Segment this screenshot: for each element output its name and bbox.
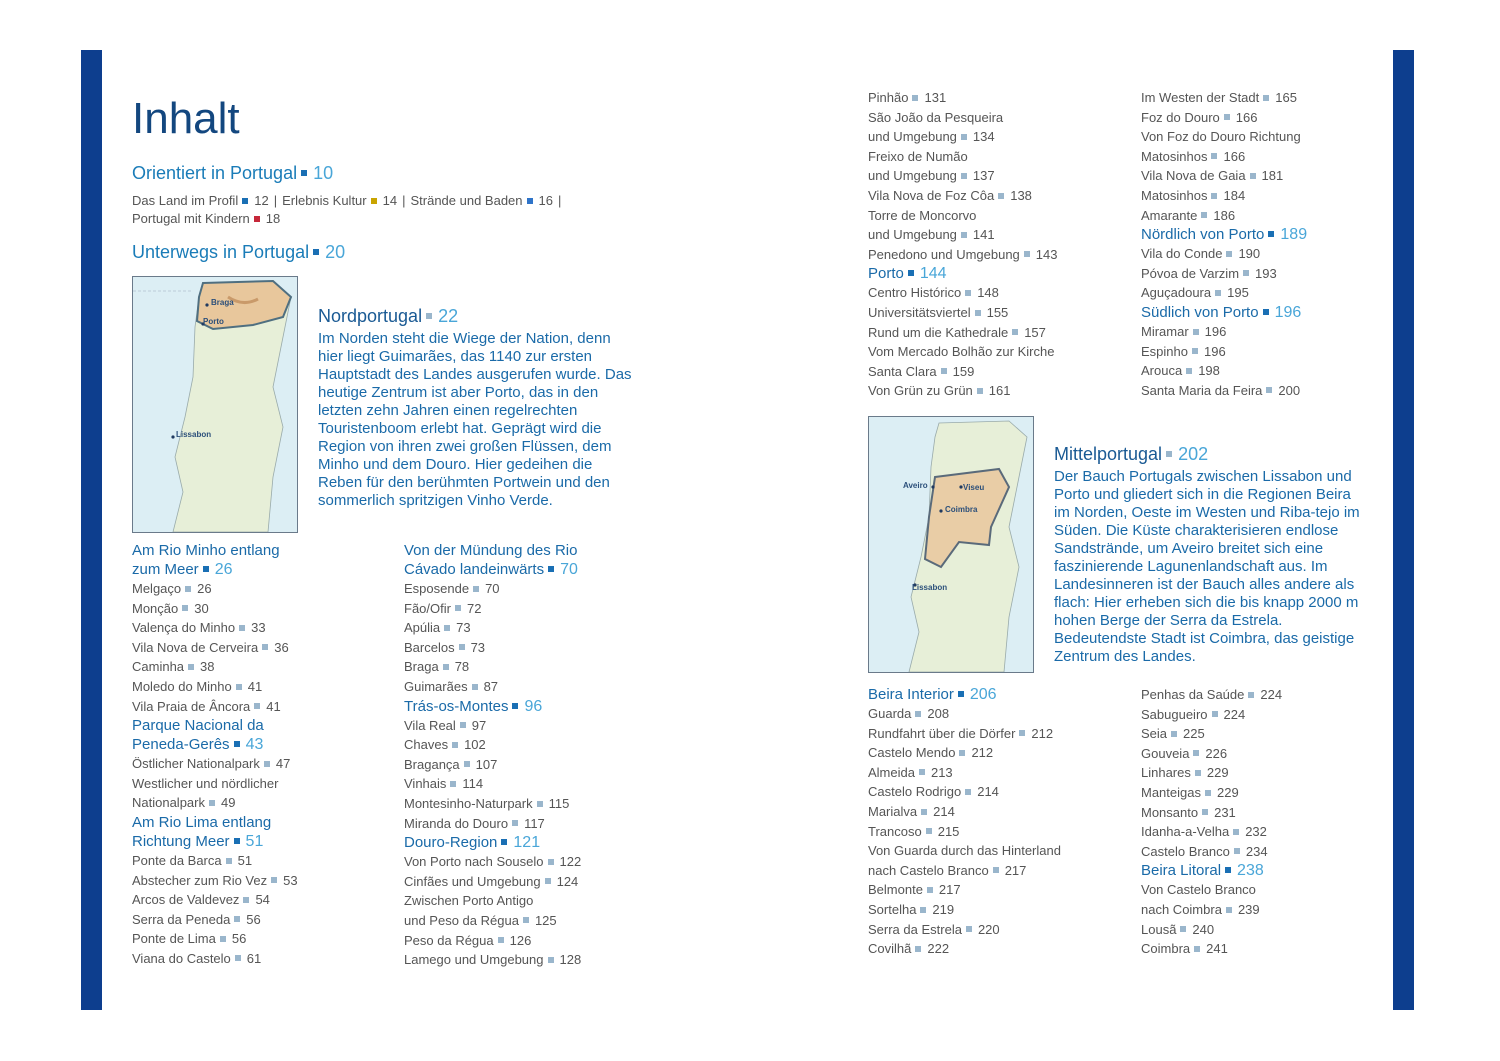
toc-heading: Douro-Region 121: [404, 834, 541, 852]
toc-page-number: 196: [1203, 343, 1226, 359]
toc-entry: Caminha 38: [132, 659, 215, 675]
toc-entry: und Umgebung 137: [868, 168, 995, 184]
toc-page-number: 217: [938, 882, 961, 898]
toc-entry: Valença do Minho 33: [132, 620, 266, 636]
toc-page-number: 217: [1004, 862, 1027, 878]
toc-entry: nach Coimbra 239: [1141, 901, 1260, 917]
toc-entry: Von Foz do Douro Richtung: [1141, 129, 1301, 145]
toc-page-number: 30: [194, 600, 209, 616]
toc-column-1: [132, 541, 298, 969]
toc-page-number: 56: [246, 911, 261, 927]
toc-entry: Montesinho-Naturpark 115: [404, 795, 570, 811]
toc-page-number: 240: [1192, 921, 1215, 937]
toc-page-number: 215: [937, 823, 960, 839]
toc-entry: Von Guarda durch das Hinterland: [868, 843, 1061, 859]
portugal-map-icon: [133, 277, 297, 532]
toc-entry: Peso da Régua 126: [404, 932, 532, 948]
toc-entry: Lousã 240: [1141, 921, 1215, 937]
toc-entry: Braga 78: [404, 659, 470, 675]
toc-entry: Trancoso 215: [868, 823, 960, 839]
toc-entry: Vom Mercado Bolhão zur Kirche: [868, 344, 1055, 360]
toc-entry: Apúlia 73: [404, 620, 471, 636]
toc-entry: und Umgebung 134: [868, 129, 995, 145]
profile-item: Portugal mit Kindern 18: [132, 211, 281, 226]
toc-page-number: 166: [1223, 148, 1246, 164]
toc-page-number: 165: [1275, 90, 1297, 105]
toc-page-number: 107: [475, 756, 498, 772]
toc-page-number: 96: [524, 697, 543, 715]
toc-page-number: 131: [924, 90, 947, 105]
profile-item: Strände und Baden 16: [410, 193, 553, 208]
toc-entry: Coimbra 241: [1141, 941, 1228, 957]
toc-page-number: 33: [251, 620, 266, 636]
toc-entry: Vila do Conde 190: [1141, 246, 1261, 262]
toc-entry: Serra da Estrela 220: [868, 921, 1000, 937]
toc-entry: Chaves 102: [404, 737, 486, 753]
toc-page-number: 78: [454, 659, 470, 675]
toc-entry: Melgaço 26: [132, 581, 212, 596]
toc-page-number: 238: [1237, 862, 1264, 880]
toc-page-number: 43: [245, 736, 264, 754]
toc-entry: Linhares 229: [1141, 765, 1229, 781]
toc-page-number: 181: [1261, 168, 1284, 184]
toc-entry: Westlicher und nördlicher: [132, 775, 279, 791]
toc-page-number: 143: [1035, 246, 1058, 262]
toc-entry: Nationalpark 49: [132, 795, 236, 811]
toc-entry: Vila Praia de Âncora 41: [132, 698, 281, 714]
toc-entry: Aguçadoura 195: [1141, 285, 1249, 301]
toc-heading: Trás-os-Montes 96: [404, 697, 543, 715]
toc-entry: Penhas da Saúde 224: [1141, 687, 1283, 702]
toc-page-number: 231: [1214, 804, 1236, 820]
toc-entry: Matosinhos 166: [1141, 148, 1246, 164]
region-description: Der Bauch Portugals zwischen Lissabon und Porto und gliedert sich in die Regionen Beira im Norden, Oeste im Westen und Riba-tejo im Süden. Die Küste charakterisieren endlose Sandstrände, um Aveiro breitet sich eine faszinierende Lagunenlandschaft aus. Im Landesinneren ist der Bauch alles andere als flach: Hier erheben sich die bis knapp 2000 m hohen Berge der Serra da Estrela. Bedeutendste Stadt ist Coimbra, das geistige Zentrum des Landes.: [1054, 468, 1360, 665]
toc-entry: Belmonte 217: [868, 882, 961, 898]
toc-page-number: 195: [1227, 285, 1249, 301]
toc-page-number: 193: [1255, 265, 1277, 281]
toc-page-number: 41: [247, 678, 263, 694]
toc-heading: Richtung Meer 51: [132, 832, 264, 850]
toc-heading: Parque Nacional da: [132, 717, 264, 735]
toc-column-2: [404, 541, 581, 970]
toc-page-number: 224: [1260, 687, 1283, 702]
toc-entry: Serra da Peneda 56: [132, 911, 261, 927]
toc-page-number: 161: [988, 383, 1011, 399]
toc-entry: Monsanto 231: [1141, 804, 1236, 820]
toc-page-number: 70: [560, 561, 578, 578]
toc-entry: Miranda do Douro 117: [404, 815, 545, 831]
map-nordportugal: [132, 276, 298, 533]
region-mittelportugal: [1054, 444, 1369, 666]
toc-heading: Nördlich von Porto 189: [1141, 226, 1308, 244]
toc-entry: und Umgebung 141: [868, 227, 995, 243]
toc-entry: Abstecher zum Rio Vez 53: [132, 872, 298, 888]
toc-entry: Amarante 186: [1141, 207, 1236, 223]
toc-entry: Almeida 213: [868, 764, 953, 780]
toc-page-number: 214: [977, 784, 999, 800]
toc-entry: Monção 30: [132, 600, 209, 616]
toc-entry: Ponte da Barca 51: [132, 852, 253, 868]
toc-entry: Vila Real 97: [404, 717, 487, 733]
toc-page-number: 97: [471, 717, 487, 733]
toc-page-number: 73: [456, 620, 471, 636]
toc-page-number: 51: [237, 852, 253, 868]
toc-page-number: 115: [548, 795, 570, 811]
toc-page-number: 125: [534, 912, 557, 928]
toc-page-number: 234: [1245, 843, 1268, 859]
toc-entry: nach Castelo Branco 217: [868, 862, 1027, 878]
toc-heading: Südlich von Porto 196: [1141, 303, 1302, 321]
toc-page-number: 144: [919, 265, 947, 283]
toc-entry: Sortelha 219: [868, 901, 955, 917]
toc-page-number: 138: [1010, 187, 1032, 203]
map-label-lissabon: Lissabon: [912, 583, 948, 592]
left-edge-bar: [81, 50, 102, 1010]
toc-entry: Ponte de Lima 56: [132, 931, 247, 947]
toc-page-number: 49: [221, 795, 236, 811]
region-description: Im Norden steht die Wiege der Nation, denn hier liegt Guimarães, das 1140 zur ersten Hauptstadt des Landes ausgerufen wurde. Das heutige Zentrum ist aber Porto, das in den letzten zehn Jahren einen regelrechten Touristenboom erlebt hat. Geprägt wird die Region von ihren zwei großen Flüssen, dem Minho und dem Douro. Hier gedeihen die Reben für den berühmten Portwein und den sommerlich spritzigen Vinho Verde.: [318, 330, 632, 509]
toc-entry: Von Grün zu Grün 161: [868, 383, 1011, 399]
toc-page-number: 122: [559, 854, 582, 870]
toc-page-number: 38: [200, 659, 215, 675]
toc-heading: Porto 144: [868, 265, 947, 283]
map-label-porto: Porto: [203, 317, 224, 326]
toc-entry: Im Westen der Stadt 165: [1141, 90, 1297, 105]
toc-page-number: 200: [1278, 382, 1301, 398]
toc-page-number: 239: [1237, 901, 1260, 917]
toc-heading: Peneda-Gerês 43: [132, 736, 264, 754]
toc-entry: Castelo Branco 234: [1141, 843, 1268, 859]
toc-page-number: 114: [462, 776, 484, 792]
toc-entry: Guarda 208: [868, 706, 950, 721]
toc-page-number: 212: [1031, 725, 1054, 741]
map-mittelportugal: [868, 416, 1034, 673]
toc-entry: Vila Nova de Foz Côa 138: [868, 187, 1032, 203]
toc-column-3: [868, 88, 1058, 401]
toc-entry: Covilhã 222: [868, 941, 950, 957]
toc-column-4: [1141, 88, 1307, 400]
toc-page-number: 166: [1235, 109, 1258, 125]
toc-entry: Vinhais 114: [404, 776, 484, 792]
toc-page-number: 214: [933, 803, 955, 819]
map-label-coimbra: Coimbra: [945, 505, 978, 514]
toc-entry: Universitätsviertel 155: [868, 304, 1009, 320]
map-label-viseu: Viseu: [963, 483, 985, 492]
toc-entry: Centro Histórico 148: [868, 285, 999, 301]
map-label-lissabon: Lissabon: [176, 430, 212, 439]
toc-page-number: 54: [255, 892, 270, 908]
toc-page-number: 241: [1206, 941, 1228, 957]
toc-entry: Vila Nova de Cerveira 36: [132, 639, 289, 655]
toc-page-number: 102: [464, 737, 486, 753]
toc-page-number: 190: [1238, 246, 1261, 262]
toc-page-number: 196: [1204, 323, 1227, 339]
toc-entry: Cinfães und Umgebung 124: [404, 873, 579, 889]
toc-entry: Castelo Rodrigo 214: [868, 784, 999, 800]
toc-entry: Viana do Castelo 61: [132, 950, 262, 966]
toc-entry: Zwischen Porto Antigo: [404, 893, 534, 909]
toc-heading: Beira Litoral 238: [1141, 862, 1264, 880]
toc-page-number: 26: [214, 561, 233, 578]
toc-page-number: 159: [952, 363, 975, 379]
portugal-map-icon: [869, 417, 1033, 672]
toc-page-number: 196: [1274, 303, 1302, 321]
toc-page-number: 51: [245, 832, 264, 850]
toc-entry: Matosinhos 184: [1141, 187, 1246, 203]
toc-entry: Foz do Douro 166: [1141, 109, 1258, 125]
toc-page-number: 124: [556, 873, 579, 889]
toc-heading: Cávado landeinwärts 70: [404, 561, 578, 578]
toc-page-number: 229: [1206, 765, 1229, 781]
toc-entry: Gouveia 226: [1141, 745, 1228, 761]
toc-entry: Bragança 107: [404, 756, 498, 772]
map-label-aveiro: Aveiro: [903, 481, 928, 490]
section-orientiert-page: 10: [313, 163, 334, 183]
toc-page-number: 232: [1245, 824, 1267, 840]
toc-entry: Idanha-a-Velha 232: [1141, 824, 1267, 840]
toc-entry: Guimarães 87: [404, 678, 499, 694]
toc-entry: Sabugueiro 224: [1141, 706, 1246, 722]
toc-entry: Espinho 196: [1141, 343, 1226, 359]
toc-entry: Fão/Ofir 72: [404, 600, 482, 616]
profile-item: Erlebnis Kultur 14: [282, 193, 398, 208]
toc-page-number: 70: [485, 581, 500, 596]
toc-entry: Lamego und Umgebung 128: [404, 952, 582, 968]
profile-item: Das Land im Profil 12: [132, 193, 269, 208]
toc-page-number: 137: [972, 168, 995, 184]
toc-column-5: [868, 685, 1061, 959]
toc-page-number: 229: [1216, 784, 1239, 800]
toc-page-number: 206: [969, 686, 997, 703]
toc-entry: Santa Clara 159: [868, 363, 975, 379]
toc-entry: Santa Maria da Feira 200: [1141, 382, 1301, 398]
section-orientiert: [132, 163, 333, 184]
toc-entry: Östlicher Nationalpark 47: [132, 756, 291, 772]
toc-page-number: 189: [1280, 226, 1308, 244]
toc-entry: Von Porto nach Souselo 122: [404, 854, 582, 870]
toc-heading: Am Rio Minho entlang: [132, 542, 280, 559]
toc-page-number: 186: [1213, 207, 1236, 223]
toc-page-number: 208: [927, 706, 950, 721]
toc-page-number: 226: [1205, 745, 1228, 761]
toc-page-number: 222: [927, 941, 950, 957]
toc-page-number: 61: [246, 950, 262, 966]
toc-heading: zum Meer 26: [132, 561, 233, 578]
toc-entry: Pinhão 131: [868, 90, 947, 105]
toc-page-number: 121: [513, 834, 541, 852]
toc-entry: Barcelos 73: [404, 639, 486, 655]
section-unterwegs-label: Unterwegs in Portugal: [132, 242, 310, 262]
toc-page-number: 87: [483, 678, 499, 694]
toc-page-number: 225: [1183, 726, 1205, 742]
toc-heading: Von der Mündung des Rio: [404, 542, 578, 559]
toc-entry: Marialva 214: [868, 803, 955, 819]
toc-page-number: 155: [986, 304, 1009, 320]
toc-entry: Vila Nova de Gaia 181: [1141, 168, 1284, 184]
toc-entry: Arouca 198: [1141, 363, 1220, 379]
toc-entry: Manteigas 229: [1141, 784, 1239, 800]
toc-page-number: 53: [283, 872, 298, 888]
toc-page-number: 219: [932, 901, 955, 917]
toc-entry: Freixo de Numão: [868, 148, 968, 164]
toc-page-number: 41: [266, 698, 281, 714]
profile-list: Das Land im Profil 12 | Erlebnis Kultur 14 | Strände und Baden 16 | Portugal mit Kindern 18: [132, 193, 562, 226]
toc-entry: Póvoa de Varzim 193: [1141, 265, 1277, 281]
toc-page-number: 72: [466, 600, 482, 616]
toc-page-number: 117: [524, 815, 545, 831]
toc-entry: Von Castelo Branco: [1141, 882, 1256, 898]
toc-heading: Beira Interior 206: [868, 686, 997, 703]
toc-page-number: 126: [509, 932, 532, 948]
toc-entry: São João da Pesqueira: [868, 109, 1004, 125]
toc-page-number: 56: [231, 931, 247, 947]
toc-page-number: 47: [275, 756, 291, 772]
toc-page-number: 184: [1223, 187, 1246, 203]
toc-heading: Am Rio Lima entlang: [132, 813, 272, 831]
toc-page-number: 157: [1024, 324, 1046, 340]
toc-page-number: 224: [1223, 706, 1246, 722]
toc-entry: Seia 225: [1141, 726, 1205, 742]
section-unterwegs-page: 20: [325, 242, 346, 262]
toc-entry: Arcos de Valdevez 54: [132, 892, 270, 908]
region-nordportugal: [318, 306, 638, 510]
toc-page-number: 26: [197, 581, 212, 596]
toc-entry: Moledo do Minho 41: [132, 678, 263, 694]
region-heading: Mittelportugal 202: [1054, 444, 1209, 464]
toc-page-number: 198: [1198, 363, 1220, 379]
section-orientiert-label: Orientiert in Portugal: [132, 163, 298, 183]
toc-page-number: 128: [559, 952, 582, 968]
toc-page-number: 36: [274, 639, 289, 655]
toc-column-6: [1141, 685, 1282, 959]
region-heading: Nordportugal 22: [318, 306, 459, 326]
page-title: Inhalt: [132, 94, 240, 143]
toc-page-number: 213: [930, 764, 953, 780]
toc-page-number: 220: [977, 921, 1000, 937]
right-edge-bar: [1393, 50, 1414, 1010]
toc-entry: Esposende 70: [404, 581, 500, 596]
toc-page-number: 212: [971, 745, 994, 761]
section-unterwegs: [132, 242, 345, 263]
toc-entry: und Peso da Régua 125: [404, 912, 557, 928]
toc-entry: Torre de Moncorvo: [868, 207, 977, 223]
toc-entry: Rundfahrt über die Dörfer 212: [868, 725, 1054, 741]
toc-entry: Penedono und Umgebung 143: [868, 246, 1058, 262]
toc-page-number: 141: [972, 227, 995, 243]
toc-entry: Rund um die Kathedrale 157: [868, 324, 1046, 340]
toc-entry: Miramar 196: [1141, 323, 1227, 339]
toc-entry: Castelo Mendo 212: [868, 745, 994, 761]
map-label-braga: Braga: [211, 298, 234, 307]
toc-page-number: 73: [470, 639, 486, 655]
toc-page-number: 134: [972, 129, 995, 145]
toc-page-number: 148: [977, 285, 999, 301]
